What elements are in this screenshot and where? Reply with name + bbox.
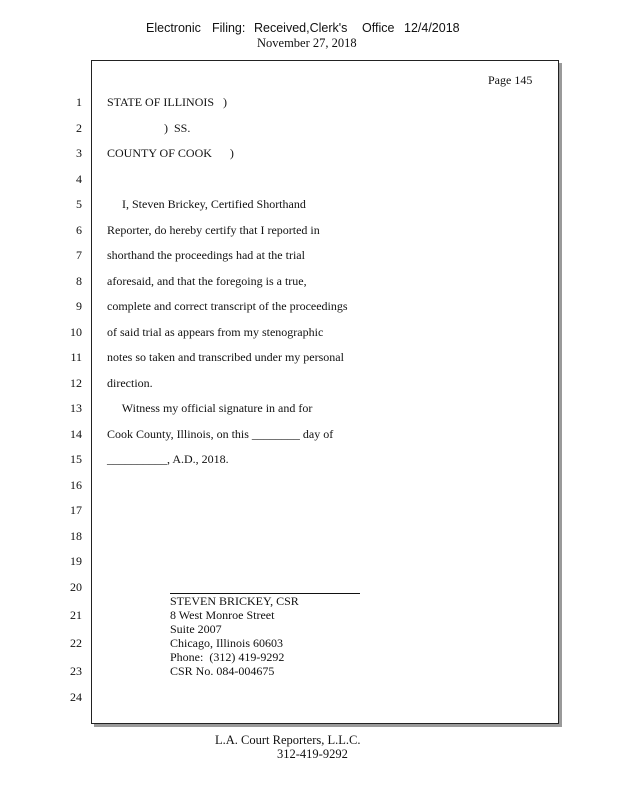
reporter-address-street: 8 West Monroe Street — [170, 608, 275, 622]
filing-label: Filing: — [212, 21, 246, 35]
line-text: I, Steven Brickey, Certified Shorthand — [107, 197, 306, 211]
line-number: 2 — [76, 121, 82, 135]
reporter-address-city: Chicago, Illinois 60603 — [170, 636, 283, 650]
line-number: 19 — [70, 554, 82, 568]
line-number: 17 — [70, 503, 82, 517]
line-number: 22 — [70, 636, 82, 650]
line-number: 4 — [76, 172, 82, 186]
reporter-address-suite: Suite 2007 — [170, 622, 222, 636]
filed-date: November 27, 2018 — [257, 36, 357, 50]
line-number: 16 — [70, 478, 82, 492]
line-text: STATE OF ILLINOIS ) — [107, 95, 228, 109]
line-text: Witness my official signature in and for — [107, 401, 313, 415]
line-number: 5 — [76, 197, 82, 211]
line-text: ) SS. — [107, 121, 191, 135]
line-text: complete and correct transcript of the proceedings — [107, 299, 348, 313]
filing-electronic: Electronic — [146, 21, 201, 35]
line-number: 24 — [70, 690, 82, 704]
line-number: 8 — [76, 274, 82, 288]
reporter-csr-number: CSR No. 084-004675 — [170, 664, 275, 678]
line-number: 18 — [70, 529, 82, 543]
line-text: COUNTY OF COOK ) — [107, 146, 234, 160]
reporter-name: STEVEN BRICKEY, CSR — [170, 594, 299, 608]
page-number: Page 145 — [488, 73, 533, 87]
line-number: 1 — [76, 95, 82, 109]
filing-date: 12/4/2018 — [404, 21, 460, 35]
line-text: shorthand the proceedings had at the trial — [107, 248, 305, 262]
line-text: Cook County, Illinois, on this ________ day of — [107, 427, 334, 441]
line-number: 11 — [70, 350, 82, 364]
line-number: 7 — [76, 248, 82, 262]
filing-received: Received,Clerk's — [254, 21, 348, 35]
line-number: 21 — [70, 608, 82, 622]
line-text: of said trial as appears from my stenographic — [107, 325, 324, 339]
line-number: 10 — [70, 325, 82, 339]
signature-block — [170, 594, 299, 678]
line-text: direction. — [107, 376, 153, 390]
reporter-phone: Phone: (312) 419-9292 — [170, 650, 285, 664]
line-number: 12 — [70, 376, 82, 390]
line-text: aforesaid, and that the foregoing is a true, — [107, 274, 307, 288]
line-number: 20 — [70, 580, 82, 594]
footer-phone: 312-419-9292 — [277, 747, 348, 761]
line-number: 3 — [76, 146, 82, 160]
line-number: 14 — [70, 427, 82, 441]
footer-company: L.A. Court Reporters, L.L.C. — [215, 733, 361, 747]
line-text: __________, A.D., 2018. — [107, 452, 229, 466]
filing-office: Office — [362, 21, 395, 35]
line-number: 9 — [76, 299, 82, 313]
line-text: notes so taken and transcribed under my personal — [107, 350, 344, 364]
line-number: 23 — [70, 664, 82, 678]
line-text: Reporter, do hereby certify that I reported in — [107, 223, 320, 237]
line-number: 6 — [76, 223, 82, 237]
line-number: 13 — [70, 401, 82, 415]
line-number: 15 — [70, 452, 82, 466]
